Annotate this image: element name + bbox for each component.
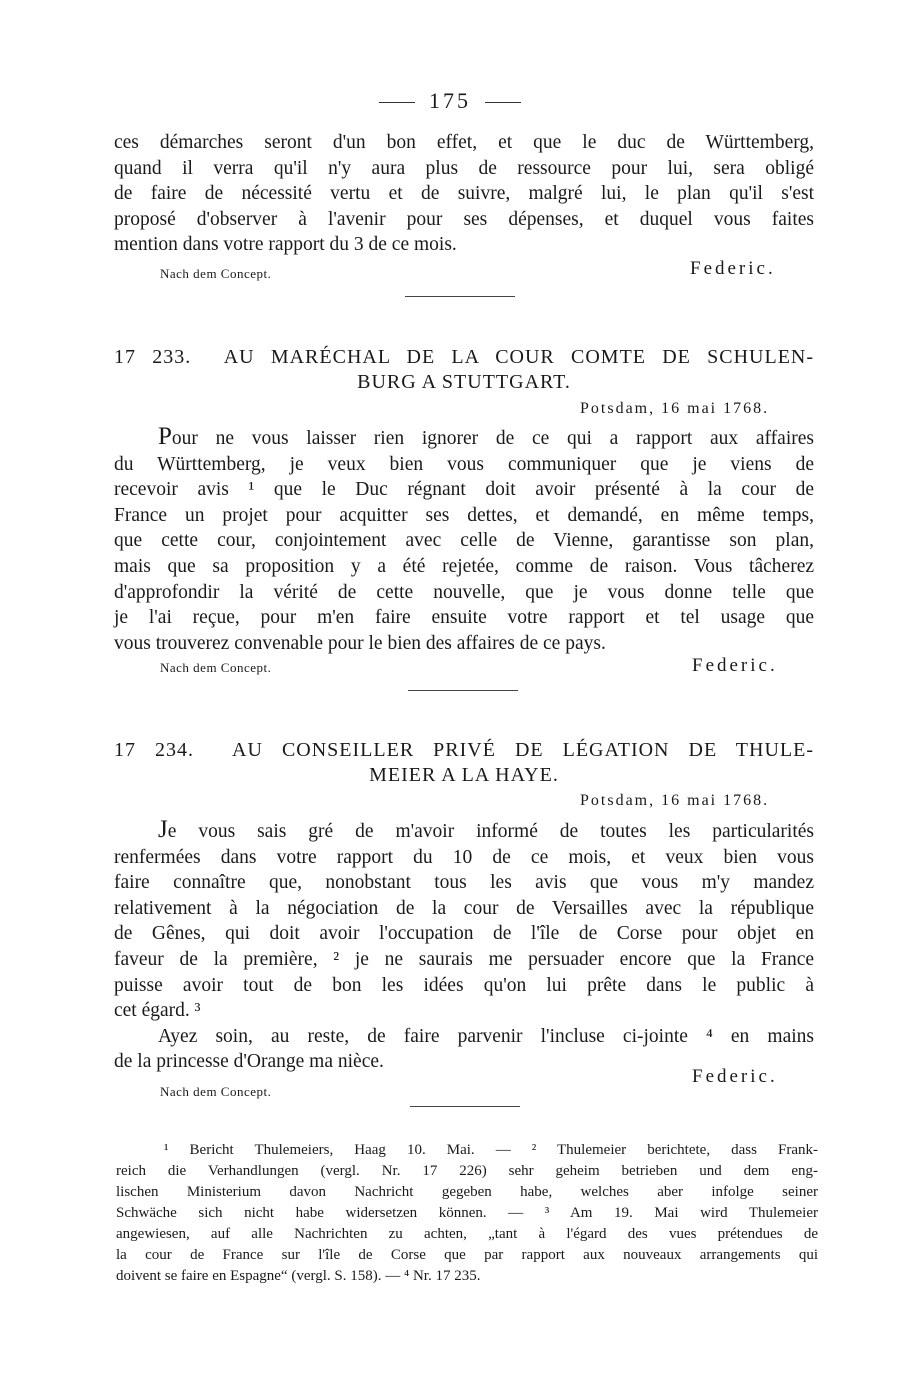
letter-17234-heading-line1 [114, 738, 814, 763]
intro-line: mention dans votre rapport du 3 de ce mois. [114, 234, 457, 256]
letter-17233-heading-line1 [114, 345, 814, 370]
letter-17234-line: faveur de la première, ² je ne saurais me persuader encore que la France [114, 948, 814, 970]
letter-17233-line: recevoir avis ¹ que le Duc régnant doit avoir présenté à la cour de [114, 479, 814, 501]
letter-17234-line-text: e vous sais gré de m'avoir informé de toutes les particularités [167, 821, 814, 842]
intro-concept-note: Nach dem Concept. [160, 266, 272, 281]
letter-17233-heading [114, 345, 814, 395]
letter-17233-dropcap: P [158, 423, 172, 450]
letter-17234-line: faire connaître que, nonobstant tous les avis que vous m'y mandez [114, 872, 814, 894]
letter-17234-line: puisse avoir tout de bon les idées qu'on lui prête dans le public à [114, 974, 814, 996]
letter-17234-number: 17 234. [114, 739, 195, 761]
letter-17233-body [114, 424, 814, 656]
letter-17233-line: du Württemberg, je veux bien vous communiquer que je viens de [114, 453, 814, 475]
letter-17234-dropcap: J [158, 816, 168, 843]
footnote-line: ¹ Bericht Thulemeiers, Haag 10. Mai. — ² Thulemeier berichtete, dass Frank- [164, 1142, 818, 1158]
letter-17233-line [114, 424, 814, 452]
letter-17234-heading [114, 738, 814, 788]
letter-17234-line-text: Ayez soin, au reste, de faire parvenir l'incluse ci-jointe ⁴ en mains [158, 1025, 814, 1047]
page-number-rule-left [379, 102, 415, 103]
section-divider [408, 690, 518, 691]
letter-17234-concept-note: Nach dem Concept. [160, 1084, 272, 1099]
letter-17234-line: cet égard. ³ [114, 1000, 201, 1022]
letter-17233-concept-note: Nach dem Concept. [160, 660, 272, 675]
letter-17233-line: France un projet pour acquitter ses dettes, et demandé, en même temps, [114, 504, 814, 526]
letter-17233-signature: Federic. [692, 655, 778, 676]
letter-17233-line: que cette cour, conjointement avec celle de Vienne, garantisse son plan, [114, 530, 814, 552]
footnote-line: doivent se faire en Espagne“ (vergl. S. 158). — ⁴ Nr. 17 235. [116, 1268, 481, 1284]
letter-17233-line: je l'ai reçue, pour m'en faire ensuite votre rapport et tel usage que [114, 607, 814, 629]
intro-paragraph [114, 130, 814, 258]
footnote-line: la cour de France sur l'île de Corse que par rapport aux nouveaux arrangements qui [116, 1247, 818, 1263]
letter-17234-dateline: Potsdam, 16 mai 1768. [580, 792, 770, 809]
intro-signature: Federic. [690, 258, 776, 279]
letter-17234-line [114, 1024, 814, 1050]
footnote-line: Schwäche sich nicht habe widersetzen können. — ³ Am 19. Mai wird Thulemeier [116, 1205, 818, 1221]
intro-line: quand il verra qu'il n'y aura plus de ressource pour lui, sera obligé [114, 157, 814, 179]
letter-17233-heading-line2: BURG A STUTTGART. [357, 371, 571, 393]
letter-17233-line-text: our ne vous laisser rien ignorer de ce qui a rapport aux affaires [171, 428, 814, 449]
footnote-line: reich die Verhandlungen (vergl. Nr. 17 226) sehr geheim betrieben und dem eng- [116, 1163, 818, 1179]
letter-17233-line: d'approfondir la vérité de cette nouvelle, que je vous donne telle que [114, 581, 814, 603]
intro-line: proposé d'observer à l'avenir pour ses dépenses, et duquel vous faites [114, 208, 814, 230]
intro-line: ces démarches seront d'un bon effet, et que le duc de Württemberg, [114, 132, 814, 153]
page-number [0, 88, 900, 114]
letter-17234-body [114, 817, 814, 1075]
letter-17234-heading-line2: MEIER A LA HAYE. [369, 764, 559, 786]
letter-17233-heading-text: AU MARÉCHAL DE LA COUR COMTE DE SCHULEN- [223, 346, 815, 368]
letter-17234-signature: Federic. [692, 1066, 778, 1087]
letter-17234-line: de la princesse d'Orange ma nièce. [114, 1051, 384, 1073]
footnote-line: angewiesen, auf alle Nachrichten zu achten, „tant à l'égard des vues prétendues de [116, 1226, 818, 1242]
page-number-text: 175 [429, 88, 471, 113]
letter-17234-line: renfermées dans votre rapport du 10 de ce mois, et veux bien vous [114, 846, 814, 868]
section-divider [405, 296, 515, 297]
letter-17233-line: vous trouverez convenable pour le bien des affaires de ce pays. [114, 632, 606, 654]
footnotes [116, 1140, 818, 1287]
footnote-line: lischen Ministerium davon Nachricht gegeben habe, welches aber infolge seiner [116, 1184, 818, 1200]
letter-17234-line: relativement à la négociation de la cour de Versailles avec la république [114, 897, 814, 919]
intro-line: de faire de nécessité vertu et de suivre, malgré lui, le plan qu'il s'est [114, 183, 814, 205]
letter-17233-number: 17 233. [114, 346, 192, 368]
letter-17233-line: mais que sa proposition y a été rejetée, comme de raison. Vous tâcherez [114, 555, 814, 577]
section-divider [410, 1106, 520, 1107]
letter-17234-line: de Gênes, qui doit avoir l'occupation de l'île de Corse pour objet en [114, 923, 814, 945]
page-number-rule-right [485, 102, 521, 103]
letter-17234-line [114, 817, 814, 845]
letter-17234-heading-text: AU CONSEILLER PRIVÉ DE LÉGATION DE THULE- [232, 739, 815, 761]
letter-17233-dateline: Potsdam, 16 mai 1768. [580, 400, 770, 417]
